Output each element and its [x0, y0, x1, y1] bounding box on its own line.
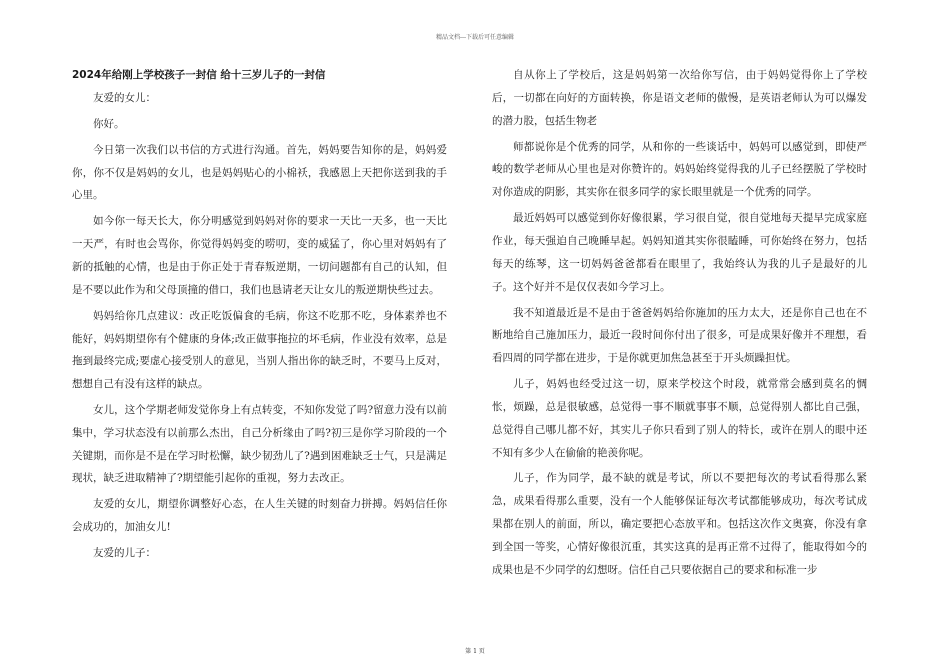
paragraph: 我不知道最近是不是由于爸爸妈妈给你施加的压力太大，还是你自己也在不断地给自己施加压力，最近一段时间你付出了很多，可是成果好像并不理想，看看四周的同学都在进步，于是你就更加焦急甚至于开头烦躁担忧。: [492, 306, 867, 365]
paragraph: 友爱的女儿：: [93, 91, 156, 104]
paragraph: 女儿，这个学期老师发觉你身上有点转变，不知你发觉了吗?留意力没有以前集中，学习状态没有以前那么杰出，自己分析缘由了吗?初三是你学习阶段的一个关键期，而你是不是在学习时松懈，缺少韧劲儿了?遇到困难缺乏士气，只是满足现状，缺乏进取精神了?期望能引起你的重视，努力去改正。: [72, 404, 447, 485]
paragraph: 妈妈给你几点建议：改正吃饭偏食的毛病，你这不吃那不吃，身体素养也不能好，妈妈期望你有个健康的身体;改正做事拖拉的坏毛病，作业没有效率，总是拖到最终完成;要虚心接受别人的意见，当别人指出你的缺乏时，不要马上反对，想想自己有没有这样的缺点。: [72, 309, 447, 391]
paragraph: 友爱的女儿，期望你调整好心态，在人生关键的时刻奋力拼搏。妈妈信任你会成功的，加油女儿!: [72, 498, 447, 534]
right-column: [492, 64, 867, 585]
paragraph: 儿子，妈妈也经受过这一切，原来学校这个时段，就常常会感到莫名的惆怅，烦躁，总是很敏感，总觉得一事不顺就事事不顺，总觉得别人都比自己强，总觉得自己哪儿都不好，其实儿子你只看到了别人的特长，或许在别人的眼中还不知有多少人在偷偷的艳羡你呢。: [492, 378, 867, 459]
left-column: [72, 64, 447, 568]
page-number: 第 1 页: [465, 648, 485, 655]
paragraph: 今日第一次我们以书信的方式进行沟通。首先，妈妈要告知你的是，妈妈爱你，你不仅是妈妈的女儿，也是妈妈贴心的小棉袄，我感恩上天把你送到我的手心里。: [72, 143, 447, 202]
paragraph: 友爱的儿子：: [93, 547, 156, 560]
paragraph: 最近妈妈可以感觉到你好像很累，学习很自觉，很自觉地每天提早完成家庭作业，每天强迫自己晚睡早起。妈妈知道其实你很瞌睡，可你始终在努力，包括每天的练琴，这一切妈妈爸爸都看在眼里了，我始终认为我的儿子是最好的儿子。这个好并不是仅仅表如今学习上。: [492, 212, 867, 293]
paragraph: 如今你一每天长大，你分明感觉到妈妈对你的要求一天比一天多，也一天比一天严，有时也会骂你，你觉得妈妈变的唠叨，变的威猛了，你心里对妈妈有了新的抵触的心情，也是由于你正处于青春叛逆期，一切问题都有自己的认知，但是不要以此作为和父母顶撞的借口，我们也恳请老天让女儿的叛逆期快些过去。: [72, 215, 447, 296]
paragraph: 你好。: [93, 117, 125, 130]
document-title: 2024年给刚上学校孩子一封信 给十三岁儿子的一封信: [72, 69, 326, 81]
paragraph: 儿子，作为同学，最不缺的就是考试，所以不要把每次的考试看得那么紧急，成果看得那么重要，没有一个人能够保证每次考试都能够成功，每次考试成果都在别人的前面，所以，确定要把心态放平和。包括这次作文奥赛，你没有拿到全国一等奖，心情好像很沉重，其实这真的是再正常不过得了，能取得如今的成果也是不少同学的幻想呀。信任自己只要依据自己的要求和标准一步: [492, 472, 867, 576]
paragraph: 自从你上了学校后，这是妈妈第一次给你写信，由于妈妈觉得你上了学校后，一切都在向好的方面转换，你是语文老师的傲慢，是英语老师认为可以爆发的潜力股，包括生物老: [492, 69, 867, 127]
page-header: 精品文档---下载后可任意编辑: [435, 34, 515, 41]
paragraph: 师都说你是个优秀的同学，从和你的一些谈话中，妈妈可以感觉到，即使严峻的数学老师从心里也是对你赞许的。妈妈始终觉得我的儿子已经摆脱了学校时对你造成的阴影，其实你在很多同学的家长眼里就是一个优秀的同学。: [492, 140, 867, 199]
